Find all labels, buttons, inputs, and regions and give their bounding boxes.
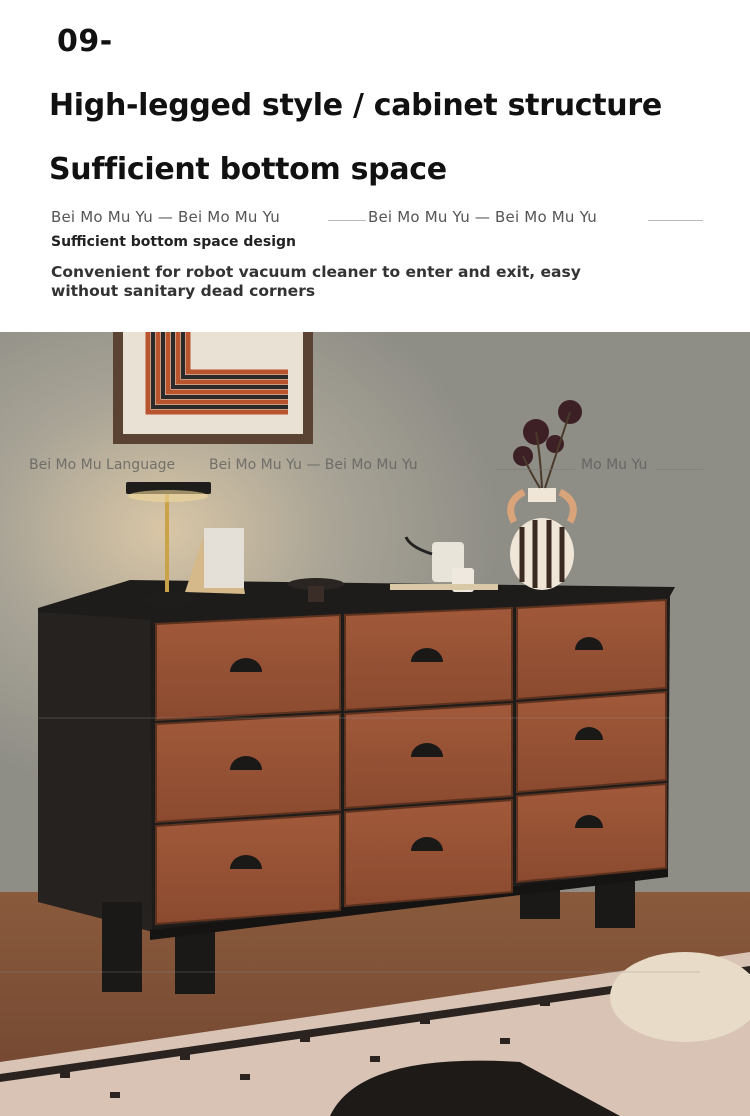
section-number: 09- [57,24,113,59]
header-section [0,0,750,332]
product-photo [0,332,750,1116]
photo-watermark-divider [495,469,575,470]
photo-watermark-right: Mo Mu Yu [581,457,648,473]
title-line-2: Sufficient bottom space [49,152,447,187]
photo-watermark-divider [655,469,703,470]
photo-watermark-left: Bei Mo Mu Language [29,457,176,473]
title-line-1: High-legged style / cabinet structure [49,88,662,123]
photo-watermark-center: Bei Mo Mu Yu — Bei Mo Mu Yu [209,457,418,473]
description: Convenient for robot vacuum cleaner to enter and exit, easy without sanitary dead corners [51,263,581,300]
watermark-divider [648,220,703,221]
subtitle: Sufficient bottom space design [51,234,296,250]
watermark-divider [328,220,366,221]
watermark-left: Bei Mo Mu Yu — Bei Mo Mu Yu [51,208,280,226]
watermark-right: Bei Mo Mu Yu — Bei Mo Mu Yu [368,208,597,226]
cabinet-side [38,612,153,932]
